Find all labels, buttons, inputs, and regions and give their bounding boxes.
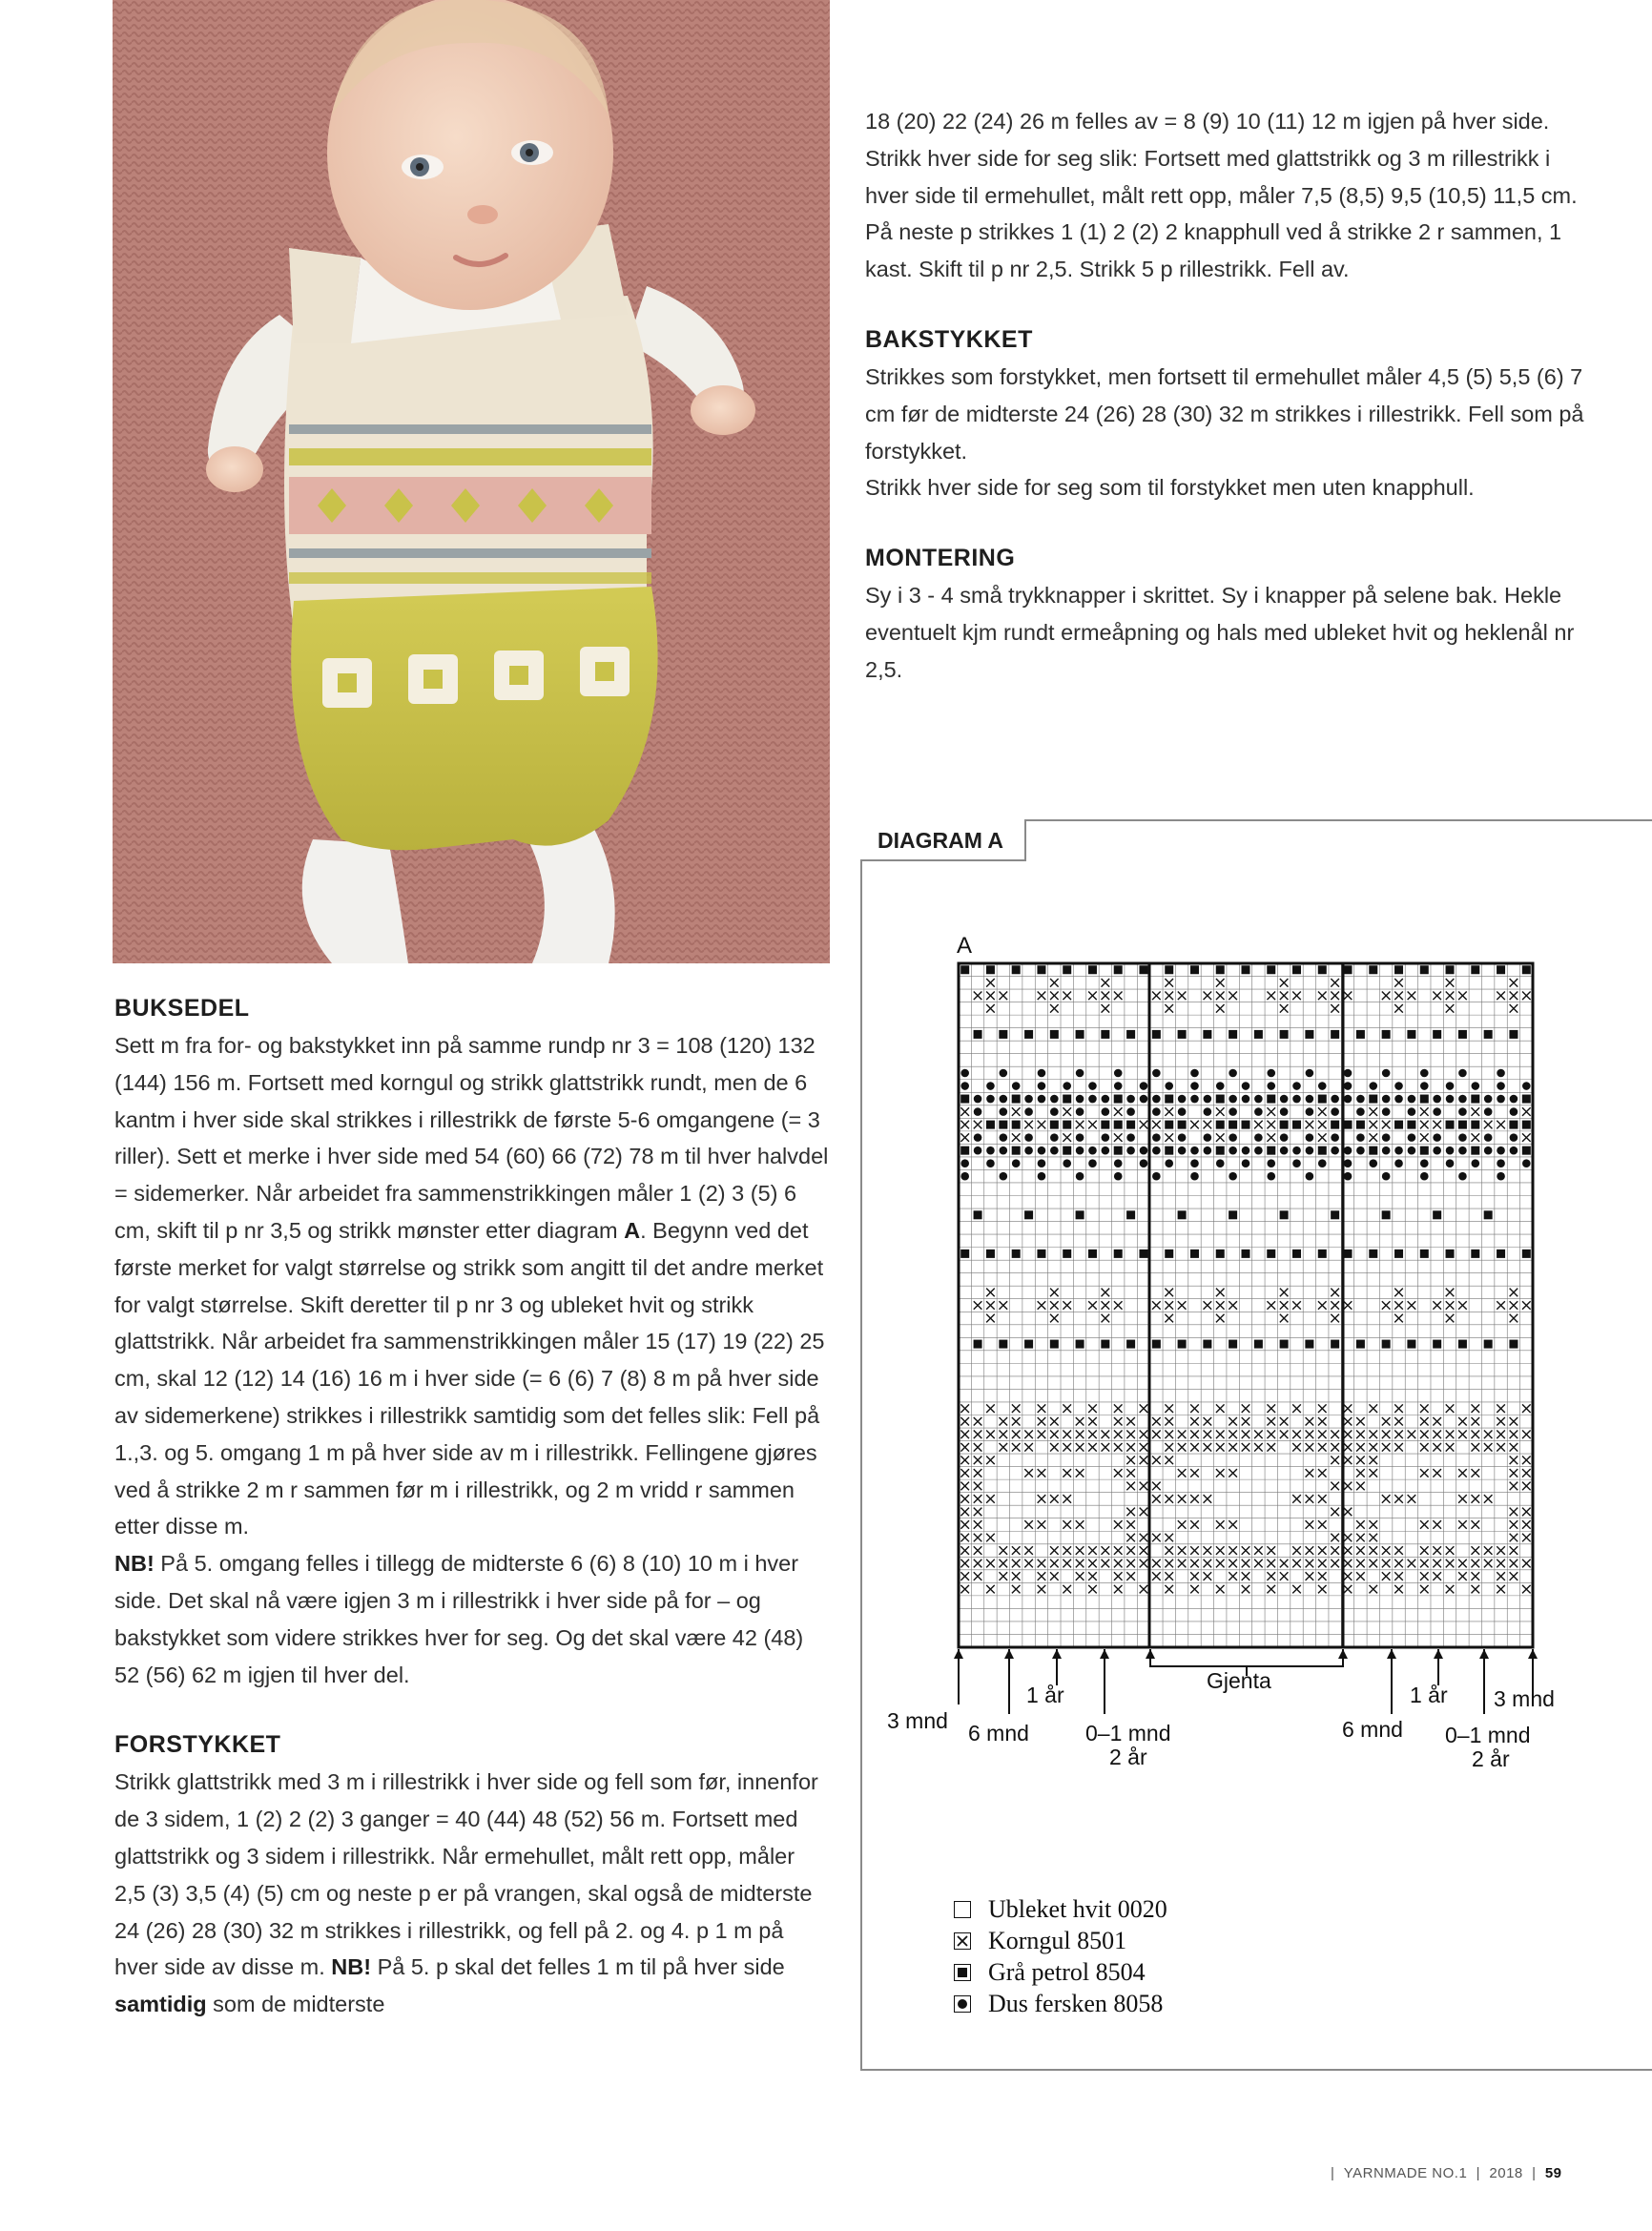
buksedel-paragraph-2: NB! På 5. omgang felles i tillegg de midterste 6 (6) 8 (10) 10 m i hver side. Det skal nå være igjen 3 m i rillestrikk i hver side på for – og bakstykket som videre strikkes hver for seg. Og det skal være 42 (48) 52 (56) 62 m igjen til hver del. xyxy=(114,1551,804,1687)
montering-heading: MONTERING xyxy=(865,545,1016,572)
label-0-1mnd-right: 0–1 mnd xyxy=(1445,1723,1531,1747)
dot-icon xyxy=(954,1995,971,2013)
footer-year: 2018 xyxy=(1489,2165,1523,2181)
label-3mnd-left: 3 mnd xyxy=(887,1708,948,1733)
label-3mnd-right: 3 mnd xyxy=(1494,1686,1555,1711)
footer-magazine: YARNMADE NO.1 xyxy=(1343,2165,1468,2181)
bakstykket-heading: BAKSTYKKET xyxy=(865,325,1033,353)
page-number: 59 xyxy=(1544,2165,1562,2181)
label-1ar-right: 1 år xyxy=(1410,1683,1448,1707)
forstykket-heading: FORSTYKKET xyxy=(114,1731,281,1759)
empty-square-icon xyxy=(954,1901,971,1918)
bakstykket-paragraph-2: Strikk hver side for seg som til forstykket men uten knapphull. xyxy=(865,475,1475,501)
legend-item-dus-fersken: Dus fersken 8058 xyxy=(954,1988,1167,2019)
label-6mnd-left: 6 mnd xyxy=(968,1721,1029,1746)
chart-legend xyxy=(954,1893,1167,2019)
legend-item-ubleket-hvit: Ubleket hvit 0020 xyxy=(954,1893,1167,1925)
legend-item-gra-petrol: Grå petrol 8504 xyxy=(954,1956,1167,1988)
label-6mnd-right: 6 mnd xyxy=(1342,1717,1403,1742)
label-2ar-left: 2 år xyxy=(1109,1745,1147,1769)
diagram-title: DIAGRAM A xyxy=(860,819,1026,861)
montering-paragraph: Sy i 3 - 4 små trykknapper i skrittet. Sy i knapper på selene bak. Hekle eventuelt kjm rundt ermeåpning og hals med ubleket hvit og heklenål nr 2,5. xyxy=(865,583,1575,682)
chart-grid xyxy=(959,963,1533,1647)
continued-paragraph: 18 (20) 22 (24) 26 m felles av = 8 (9) 10 (11) 12 m igjen på hver side. Strikk hver side for seg slik: Fortsett med glattstrikk og 3 m rillestrikk i hver side til ermehullet, målt rett opp, måler 7,5 (8,5) 9,5 (10,5) 11,5 cm. På neste p strikkes 1 (1) 2 (2) 2 knapphull ved å strikke 2 r sammen, 1 kast. Skift til p nr 2,5. Strikk 5 p rillestrikk. Fell av. xyxy=(865,109,1578,282)
label-2ar-right: 2 år xyxy=(1472,1746,1510,1771)
chart-label-a: A xyxy=(957,933,973,959)
label-gjenta: Gjenta xyxy=(1207,1668,1271,1693)
label-1ar-left: 1 år xyxy=(1026,1683,1064,1707)
buksedel-heading: BUKSEDEL xyxy=(114,995,250,1022)
cross-icon xyxy=(954,1932,971,1950)
forstykket-paragraph: Strikk glattstrikk med 3 m i rillestrikk i hver side og fell som før, innenfor de 3 sidem, 1 (2) 2 (2) 3 ganger = 40 (44) 48 (52) 56 m. Fortsett med glattstrikk og 3 sidem i rillestrikk. Når ermehullet, målt rett opp, måler 2,5 (3) 3,5 (4) (5) cm og neste p er på vrangen, skal også de midterste 24 (26) 28 (30) 32 m strikkes i rillestrikk, og fell på 2. og 4. p 1 m på hver side av disse m. NB! På 5. p skal det felles 1 m til på hver side samtidig som de midterste xyxy=(114,1769,818,2017)
page-footer: | YARNMADE NO.1 | 2018 | 59 xyxy=(1331,2165,1562,2181)
filled-square-icon xyxy=(954,1964,971,1981)
legend-item-korngul: Korngul 8501 xyxy=(954,1925,1167,1956)
bakstykket-paragraph-1: Strikkes som forstykket, men fortsett til ermehullet måler 4,5 (5) 5,5 (6) 7 cm før de midterste 24 (26) 28 (30) 32 m strikkes i rillestrikk. Fell som på forstykket. xyxy=(865,363,1584,464)
buksedel-paragraph-1: Sett m fra for- og bakstykket inn på samme rundp nr 3 = 108 (120) 132 (144) 156 m. Fortsett med korngul og strikk glattstrikk rundt, men de 6 kantm i hver side skal strikkes i rillestrikk de første 5-6 omgangene (= 3 riller). Sett et merke i hver side med 54 (60) 66 (72) 78 m til hver halvdel = sidemerker. Når arbeidet fra sammenstrikkingen måler 1 (2) 3 (5) 6 cm, skift til p nr 3,5 og strikk mønster etter diagram A. Begynn ved det første merket for valgt størrelse og strikk som angitt til det andre merket for valgt størrelse. Skift deretter til p nr 3 og ubleket hvit og strikk glattstrikk. Når arbeidet fra sammenstrikkingen måler 15 (17) 19 (22) 25 cm, skal 12 (12) 14 (16) 16 m i hver side (= 6 (6) 7 (8) 8 m på hver side av sidemerkene) strikkes i rillestrikk samtidig som det felles slik: Fell på 1.,3. og 5. omgang 1 m på hver side av m i rillestrikk. Fellingene gjøres ved å strikke 2 m r sammen før m i rillestrikk, og 2 m vridd r sammen etter disse m. xyxy=(114,1033,829,1539)
label-0-1mnd-left: 0–1 mnd xyxy=(1085,1721,1171,1746)
